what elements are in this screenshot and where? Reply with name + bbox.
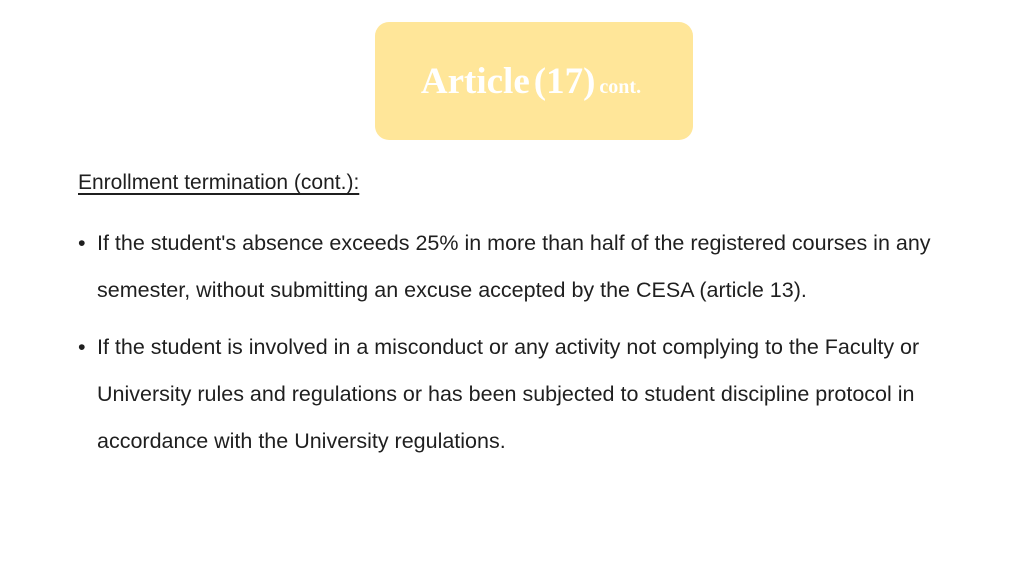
bullet-text: If the student's absence exceeds 25% in more than half of the registered courses in any semester, without submitting an excuse accepted by the CESA (article 13). [97, 231, 931, 302]
bullet-icon: • [78, 231, 86, 255]
bullet-item [78, 324, 978, 465]
title-box [375, 22, 693, 140]
bullet-list [78, 220, 978, 465]
slide-content [78, 166, 978, 475]
slide-title [421, 60, 641, 103]
bullet-icon: • [78, 335, 86, 359]
title-main: Article [420, 60, 530, 102]
title-suffix: cont. [599, 75, 642, 98]
bullet-item [78, 220, 978, 314]
section-heading: Enrollment termination (cont.): [78, 171, 360, 194]
bullet-text: If the student is involved in a misconduct or any activity not complying to the Faculty or University rules and regulations or has been subjected to student discipline protocol in accordance with the University regulations. [97, 335, 920, 453]
title-number: (17) [533, 60, 596, 102]
